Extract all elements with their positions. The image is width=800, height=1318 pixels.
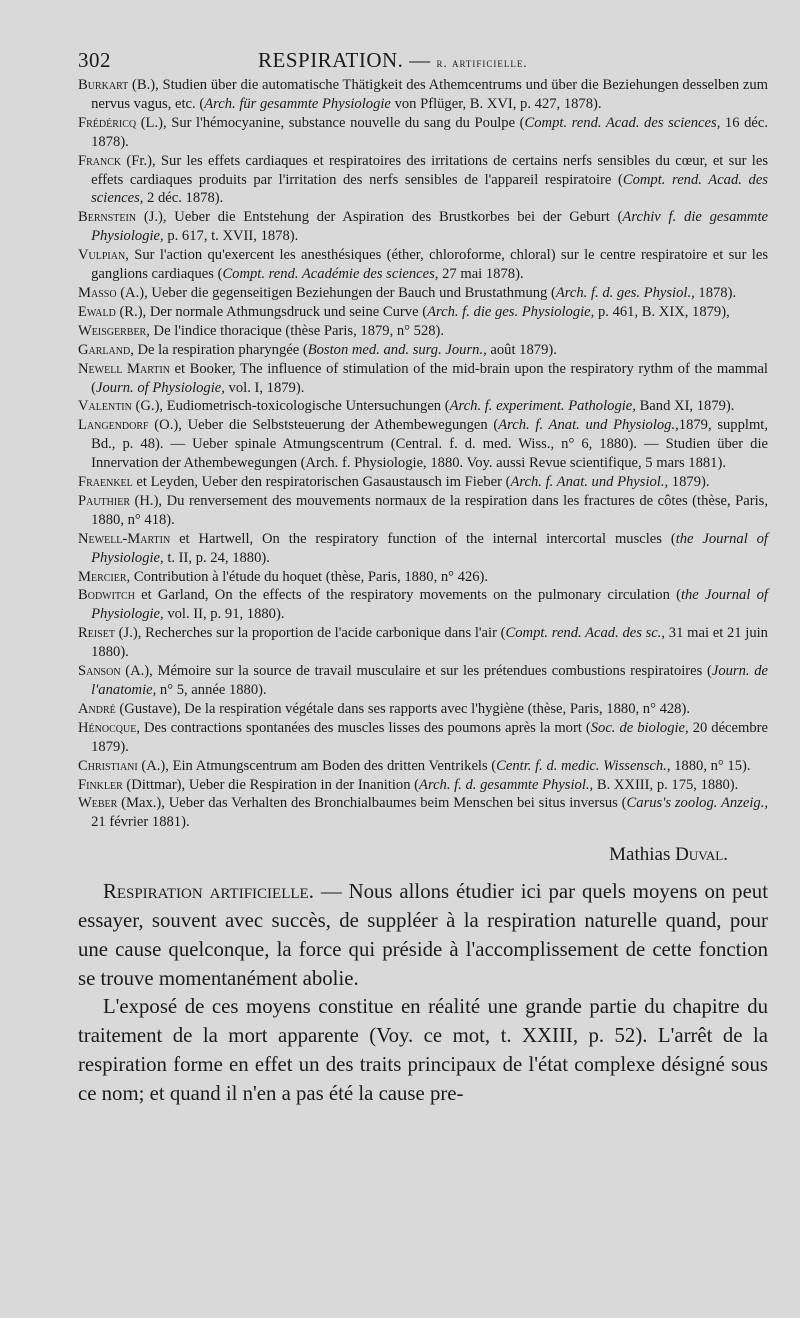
entry-text: et Hartwell, On the respiratory function of the internal intercortal muscles ( [170, 530, 676, 547]
entry-author: Weber [78, 795, 118, 812]
entry-author: Newell Martin [78, 360, 170, 377]
entry-author: Newell-Martin [78, 530, 171, 547]
bibliography-entry [78, 303, 768, 322]
entry-text: (Fr.), Sur les effets cardiaques et respiratoires des irritations de certains nerfs sensibles du cœur, et sur les effets cardiaques produits par l'irritation des nerfs sensibles de l'appareil respiratoire ( [91, 152, 768, 188]
entry-author: Bernstein [78, 209, 137, 226]
entry-text: (O.), Ueber die Selbststeuerung der Athembewegungen ( [148, 417, 499, 434]
entry-author: Finkler [78, 776, 123, 793]
entry-text: , Contribution à l'étude du hoquet (thèse, Paris, 1880, n° 426). [126, 568, 489, 585]
title-sub: r. artificielle. [436, 55, 528, 70]
paragraph-1 [78, 878, 768, 993]
entry-text: (Dittmar), Ueber die Respiration in der Inanition ( [122, 776, 420, 793]
entry-author: Sanson [78, 663, 121, 680]
entry-journal: Compt. rend. Académie des sciences, [222, 266, 439, 283]
bibliography-entry [78, 114, 768, 152]
entry-rest: von Pflüger, B. XVI, p. 427, 1878). [390, 95, 602, 112]
entry-rest: Band XI, 1879). [635, 398, 735, 415]
bibliography-entry [78, 341, 768, 360]
entry-author: Vulpian [78, 247, 126, 264]
entry-text: (B.), Studien über die automatische Thätigkeit des Athemcentrums und über die Beziehungen desselben zum nervus vagus, etc. ( [91, 77, 768, 112]
entry-text: (L.), Sur l'hémocyanine, substance nouvelle du sang du Poulpe ( [136, 114, 525, 131]
entry-journal: the Journal of Physiologie, [91, 530, 768, 566]
entry-author: Bodwitch [78, 587, 135, 604]
bibliography-entry [78, 794, 768, 832]
entry-rest: t. II, p. 24, 1880). [163, 549, 270, 566]
running-header [78, 42, 768, 76]
bibliography-entry [78, 208, 768, 246]
entry-journal: Compt. rend. Acad. des sciences, [91, 171, 768, 207]
entry-journal: Centr. f. d. medic. Wissensch., [496, 757, 671, 774]
bibliography-entry [78, 152, 768, 209]
bibliography-entry [78, 322, 768, 341]
entry-text: (A.), Ueber die gegenseitigen Beziehungen der Bauch und Brustathmung ( [116, 284, 556, 301]
entry-rest: 27 mai 1878). [438, 266, 524, 283]
bibliography-entry [78, 360, 768, 398]
entry-journal: Journ. de l'anatomie, [91, 663, 768, 698]
bibliography-entry [78, 586, 768, 624]
bibliography-entry [78, 624, 768, 662]
paragraph-1-text: — Nous allons étudier ici par quels moyens on peut essayer, souvent avec succès, de suppléer à la respiration naturelle quand, pour une cause quelconque, la force qui préside à l'accomplissement de cette fonction se trouve momentanément abolie. [78, 880, 768, 990]
title-main: RESPIRATION. — [258, 48, 431, 72]
section-lead: Respiration artificielle. [102, 880, 314, 904]
page-title [258, 48, 528, 73]
entry-author: Burkart [78, 77, 129, 93]
entry-rest: p. 461, B. XIX, 1879), [594, 303, 730, 320]
bibliography-entry [78, 568, 768, 587]
entry-journal: Arch. f. die ges. Physiologie, [427, 303, 595, 320]
entry-rest: n° 5, année 1880). [156, 682, 267, 698]
entry-text: et Leyden, Ueber den respiratorischen Gasaustausch im Fieber ( [132, 474, 511, 491]
bibliography-entry [78, 757, 768, 776]
bibliography [78, 76, 768, 832]
bibliography-entry [78, 700, 768, 719]
bibliography-entry [78, 284, 768, 303]
entry-text: , De l'indice thoracique (thèse Paris, 1879, n° 528). [146, 322, 445, 339]
entry-journal: Journ. of Physiologie, [96, 379, 225, 396]
bibliography-entry [78, 530, 768, 568]
entry-text: (R.), Der normale Athmungsdruck und seine Curve ( [115, 303, 428, 320]
entry-author: Franck [78, 152, 122, 169]
entry-text: , Des contractions spontanées des muscles lisses des poumons après la mort ( [136, 719, 591, 736]
entry-rest: 31 mai et 21 juin 1880). [91, 625, 768, 661]
bibliography-entry [78, 76, 768, 114]
entry-author: Weisgerber [78, 322, 147, 339]
entry-text: (J.), Recherches sur la proportion de l'acide carbonique dans l'air ( [114, 625, 506, 642]
entry-text: (H.), Du renversement des mouvements normaux de la respiration dans les fractures de côtes (thèse, Paris, 1880, n° 418). [91, 492, 768, 528]
entry-text: (A.), Ein Atmungscentrum am Boden des dritten Ventrikels ( [137, 757, 497, 774]
entry-text: (J.), Ueber die Entstehung der Aspiration des Brustkorbes bei der Geburt ( [136, 209, 623, 226]
body-text [78, 878, 768, 1108]
entry-journal: Compt. rend. Acad. des sc., [505, 625, 666, 642]
entry-journal: Soc. de biologie, [590, 719, 689, 736]
paragraph-2 [78, 993, 768, 1108]
entry-text: (Max.), Ueber das Verhalten des Bronchialbaumes beim Menschen bei situs inversus ( [117, 795, 627, 812]
entry-author: Valentin [78, 398, 132, 415]
entry-journal: Arch. f. Anat. und Physiolog., [498, 417, 679, 434]
entry-journal: Arch. f. d. ges. Physiol., [555, 284, 695, 301]
entry-text: (G.), Eudiometrisch-toxicologische Untersuchungen ( [131, 398, 450, 415]
entry-author: Mercier [78, 568, 127, 585]
entry-journal: the Journal of Physiologie, [91, 587, 768, 623]
bibliography-entry [78, 246, 768, 284]
page-number: 302 [78, 48, 111, 72]
entry-journal: Arch. für gesammte Physiologie [204, 95, 391, 112]
entry-author: Fraenkel [78, 474, 133, 491]
entry-rest: 1879, supplmt, Bd., p. 48). — Ueber spinale Atmungscentrum (Central. f. d. med. Wiss., n° 6, 1880). — Studien über die Innervation der Athembewegungen (Arch. f. Physiologie, 1880. Voy. aussi Revue scientifique, 5 mars 1881). [91, 417, 768, 472]
bibliography-entry [78, 776, 768, 795]
signature-last: Duval. [675, 844, 728, 866]
entry-author: Masso [78, 284, 117, 301]
entry-rest: vol. I, 1879). [224, 379, 305, 396]
entry-journal: Arch. f. d. gesammte Physiol., [419, 776, 594, 793]
entry-journal: Compt. rend. Acad. des sciences, [524, 114, 721, 131]
entry-author: Reiset [78, 625, 115, 642]
entry-text: et Booker, The influence of stimulation of the mid-brain upon the respiratory rythm of the mammal ( [91, 360, 768, 396]
signature-first: Mathias [609, 844, 676, 866]
entry-rest: 20 décembre 1879). [91, 719, 768, 755]
entry-rest: 1878). [694, 284, 737, 301]
entry-journal: Arch. f. experiment. Pathologie, [449, 398, 636, 415]
bibliography-entry [78, 662, 768, 700]
entry-rest: 16 déc. 1878). [91, 114, 768, 150]
entry-rest: août 1879). [486, 341, 557, 358]
entry-journal: Boston med. and. surg. Journ., [307, 341, 487, 358]
bibliography-entry [78, 397, 768, 416]
bibliography-entry [78, 719, 768, 757]
entry-text: et Garland, On the effects of the respiratory movements on the pulmonary circulation ( [134, 587, 681, 604]
entry-author: Garland [78, 341, 131, 358]
author-signature [78, 844, 728, 866]
entry-text: (Gustave), De la respiration végétale dans ses rapports avec l'hygiène (thèse, Paris, 1880, n° 428). [115, 700, 690, 717]
entry-text: , De la respiration pharyngée ( [130, 341, 308, 358]
entry-author: Ewald [78, 303, 116, 320]
entry-rest: 1880, n° 15). [670, 757, 751, 774]
entry-author: Langendorf [78, 417, 149, 434]
entry-text: , Sur l'action qu'exercent les anesthésiques (éther, chloroforme, chloral) sur le centre respiratoire et sur les ganglions cardiaques ( [91, 247, 768, 283]
entry-author: Hénocque [78, 719, 137, 736]
bibliography-entry [78, 416, 768, 473]
entry-author: Pauthier [78, 492, 130, 509]
bibliography-entry [78, 492, 768, 530]
entry-rest: 2 déc. 1878). [143, 190, 224, 207]
entry-author: Frédéricq [78, 114, 137, 131]
entry-author: Christiani [78, 757, 138, 774]
entry-rest: vol. II, p. 91, 1880). [163, 606, 285, 623]
entry-text: (A.), Mémoire sur la source de travail musculaire et sur les prétendues combustions respiratoires ( [120, 663, 712, 680]
bibliography-entry [78, 473, 768, 492]
paragraph-2-text: L'exposé de ces moyens constitue en réalité une grande partie du chapitre du traitement de la mort apparente (Voy. ce mot, t. XXIII, p. 52). L'arrêt de la respiration forme en effet un des traits principaux de l'état complexe désigné sous ce nom; et quand il n'en a pas été la cause pre- [78, 995, 768, 1105]
entry-journal: Archiv f. die gesammte Physiologie, [91, 209, 768, 245]
entry-rest: 21 février 1881). [91, 814, 190, 831]
entry-journal: Arch. f. Anat. und Physiol., [510, 474, 669, 491]
entry-rest: p. 617, t. XVII, 1878). [163, 228, 299, 245]
entry-rest: B. XXIII, p. 175, 1880). [593, 776, 739, 793]
entry-rest: 1879). [668, 474, 710, 491]
entry-author: André [78, 700, 116, 717]
entry-journal: Carus's zoolog. Anzeig., [626, 795, 768, 812]
